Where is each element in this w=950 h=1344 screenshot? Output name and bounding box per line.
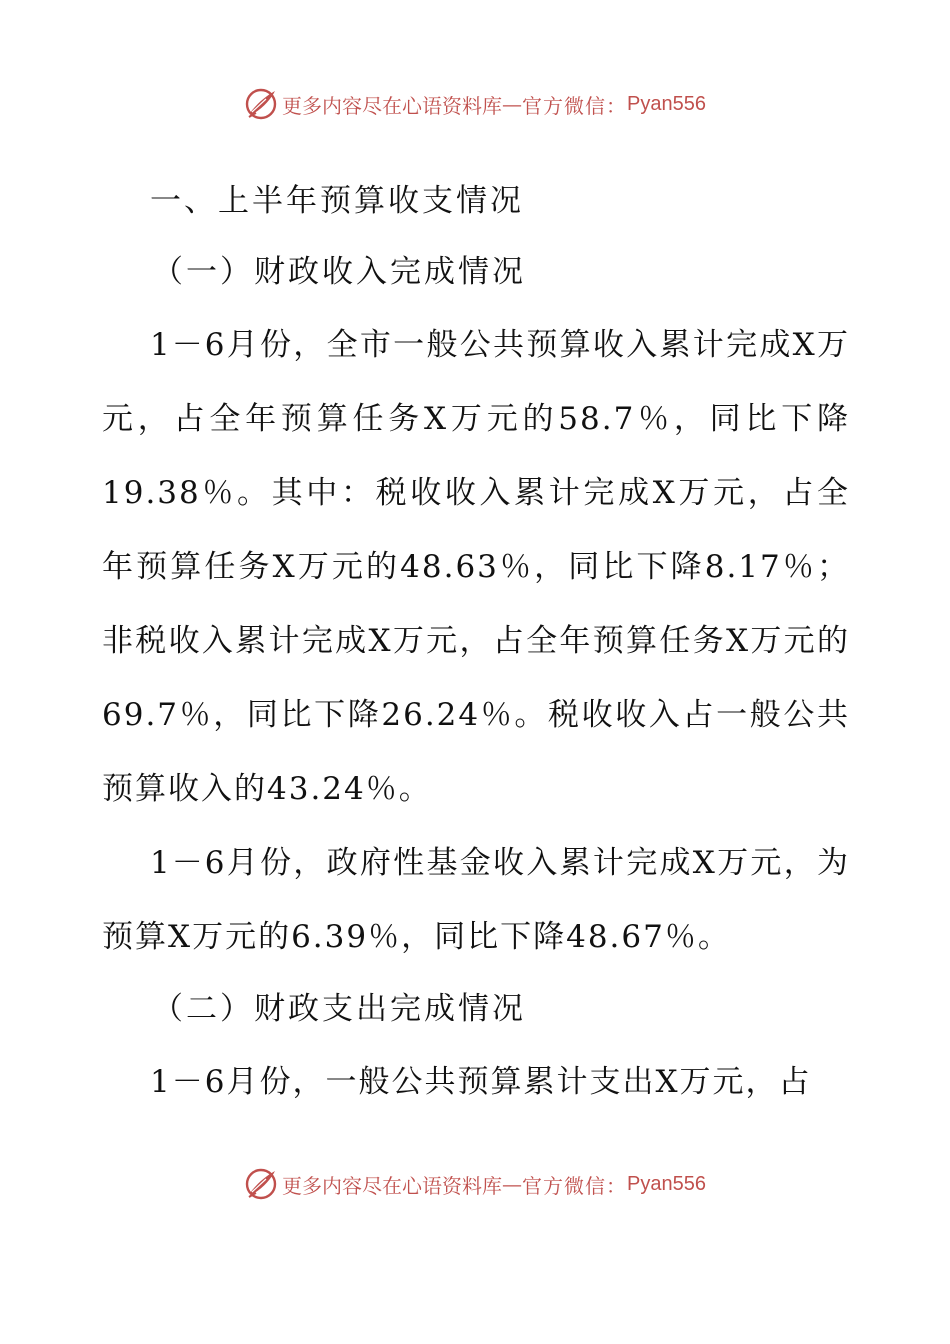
paragraph-expenditure: 1－6月份，一般公共预算累计支出X万元，占: [150, 1064, 812, 1100]
banner-wechat-id: Pyan556: [627, 92, 706, 115]
subsection-heading-revenue: （一）财政收入完成情况: [152, 254, 526, 290]
banner-promo-text: 更多内容尽在心语资料库: [282, 1173, 503, 1198]
paragraph-general-revenue: 1－6月份，全市一般公共预算收入累计完成X万元，占全年预算任务X万元的58.7％，同比下降19.38％。其中：税收收入累计完成X万元，占全年预算任务X万元的48.63％，同比下降8.17％；非税收入累计完成X万元，占全年预算任务X万元的69.7％，同比下降26.24％。税收收入占一般公共预算收入的43.24％。: [102, 327, 850, 807]
section-heading: 一、上半年预算收支情况: [150, 183, 524, 219]
banner-promo-text: 更多内容尽在心语资料库: [282, 93, 503, 118]
banner-wechat-label: 官方微信：: [522, 93, 628, 118]
paragraph-fund-revenue: 1－6月份，政府性基金收入累计完成X万元，为预算X万元的6.39％，同比下降48.67％。: [102, 845, 850, 955]
banner-wechat-label: 官方微信：: [522, 1173, 628, 1198]
document-body: [102, 166, 850, 1119]
quill-pen-logo-icon: [244, 1167, 278, 1201]
banner-dash: —: [502, 92, 523, 116]
footer-banner: [0, 1164, 950, 1204]
header-banner: [0, 84, 950, 124]
subsection-heading-expenditure: （二）财政支出完成情况: [152, 991, 526, 1027]
banner-dash: —: [502, 1172, 523, 1196]
quill-pen-logo-icon: [244, 87, 278, 121]
banner-wechat-id: Pyan556: [627, 1172, 706, 1195]
